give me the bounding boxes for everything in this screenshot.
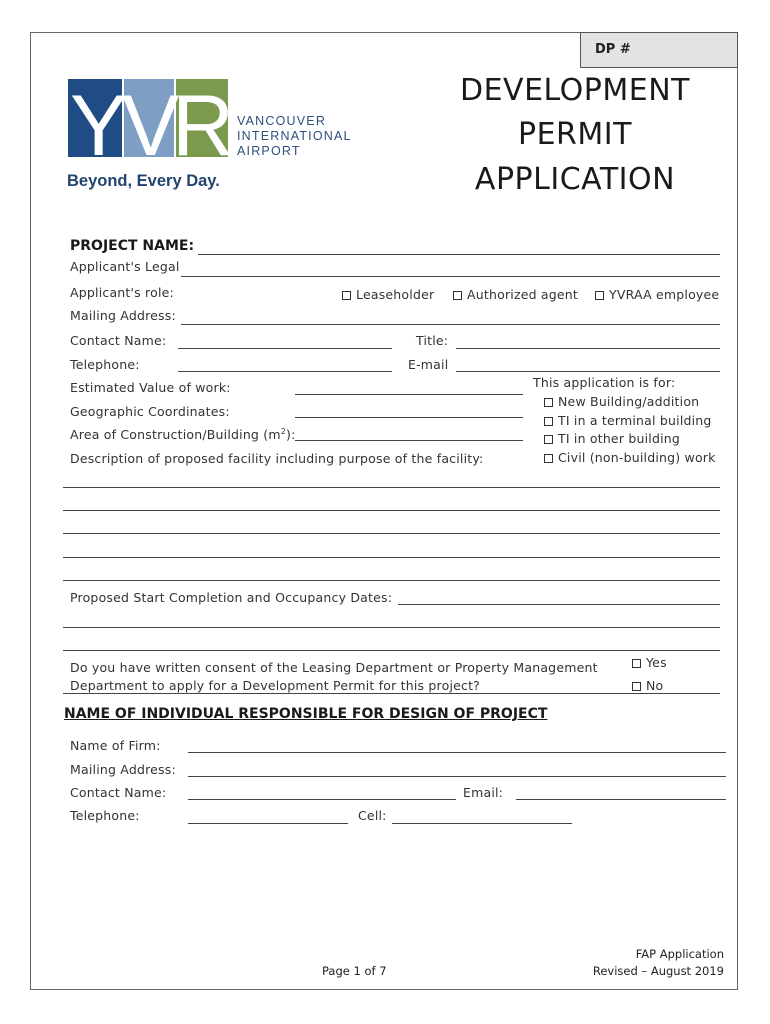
design-telephone-label: Telephone: xyxy=(70,808,140,823)
application-for-label: This application is for: xyxy=(533,375,676,390)
app-option-label: TI in a terminal building xyxy=(558,413,712,428)
description-label: Description of proposed facility including purpose of the facility: xyxy=(70,451,484,466)
geo-coords-field[interactable] xyxy=(295,417,523,418)
checkbox-icon xyxy=(342,291,351,300)
estimated-value-field[interactable] xyxy=(295,394,523,395)
logo-letter-v: V xyxy=(122,78,180,174)
app-option-new-building[interactable] xyxy=(544,394,699,409)
logo-text-vancouver: VANCOUVER xyxy=(237,114,327,128)
design-email-label: Email: xyxy=(463,785,504,800)
design-contact-label: Contact Name: xyxy=(70,785,167,800)
role-option-label: Leaseholder xyxy=(356,287,435,302)
title-line-2: PERMIT xyxy=(518,117,632,152)
app-option-ti-terminal[interactable] xyxy=(544,413,712,428)
consent-no-option[interactable] xyxy=(632,678,663,693)
dp-number-box[interactable] xyxy=(580,32,738,68)
app-option-label: TI in other building xyxy=(558,431,681,446)
firm-label: Name of Firm: xyxy=(70,738,161,753)
app-option-ti-other[interactable] xyxy=(544,431,680,446)
design-mailing-label: Mailing Address: xyxy=(70,762,176,777)
project-name-field[interactable] xyxy=(198,254,720,255)
consent-no-label: No xyxy=(646,678,664,693)
role-option-label: Authorized agent xyxy=(467,287,579,302)
title-field[interactable] xyxy=(456,348,720,349)
checkbox-icon xyxy=(544,454,553,463)
design-section-heading: NAME OF INDIVIDUAL RESPONSIBLE FOR DESIGN OF PROJECT xyxy=(64,706,548,722)
checkbox-icon xyxy=(632,682,641,691)
design-contact-field[interactable] xyxy=(188,799,456,800)
contact-name-label: Contact Name: xyxy=(70,333,167,348)
logo-letter-y: Y xyxy=(70,78,128,174)
contact-name-field[interactable] xyxy=(178,348,392,349)
mailing-address-field[interactable] xyxy=(181,324,720,325)
title-label: Title: xyxy=(416,333,449,348)
design-mailing-field[interactable] xyxy=(188,776,726,777)
page-number: Page 1 of 7 xyxy=(322,964,387,978)
applicant-legal-label: Applicant's Legal xyxy=(70,259,180,274)
dates-line-2[interactable] xyxy=(63,627,720,628)
description-line-3[interactable] xyxy=(63,533,720,534)
design-email-field[interactable] xyxy=(516,799,726,800)
checkbox-icon xyxy=(544,398,553,407)
logo-tagline: Beyond, Every Day. xyxy=(67,172,220,190)
telephone-field[interactable] xyxy=(178,371,392,372)
title-line-3: APPLICATION xyxy=(474,162,676,197)
design-cell-label: Cell: xyxy=(358,808,387,823)
consent-question-line-2: Department to apply for a Development Permit for this project? xyxy=(70,678,481,693)
checkbox-icon xyxy=(544,435,553,444)
checkbox-icon xyxy=(453,291,462,300)
consent-divider xyxy=(63,693,720,694)
consent-question-line-1: Do you have written consent of the Leasing Department or Property Management xyxy=(70,660,598,675)
dp-label: DP # xyxy=(595,42,631,57)
design-cell-field[interactable] xyxy=(392,823,572,824)
design-telephone-field[interactable] xyxy=(188,823,348,824)
consent-yes-option[interactable] xyxy=(632,655,667,670)
footer-doc-name: FAP Application xyxy=(635,947,724,961)
logo-text-international: INTERNATIONAL xyxy=(237,129,352,143)
checkbox-icon xyxy=(632,659,641,668)
description-line-1[interactable] xyxy=(63,487,720,488)
description-line-4[interactable] xyxy=(63,557,720,558)
role-option-authorized-agent[interactable] xyxy=(453,287,578,302)
area-label-text: Area of Construction/Building (m xyxy=(70,427,281,443)
area-label xyxy=(70,427,296,442)
role-option-yvraa-employee[interactable] xyxy=(595,287,719,302)
role-option-leaseholder[interactable] xyxy=(342,287,434,302)
area-field[interactable] xyxy=(295,440,523,441)
dates-label: Proposed Start Completion and Occupancy Dates: xyxy=(70,590,393,605)
footer-revised: Revised – August 2019 xyxy=(592,964,724,978)
app-option-label: New Building/addition xyxy=(558,394,700,409)
email-label: E-mail xyxy=(408,357,449,372)
area-label-sup: 2 xyxy=(280,427,286,436)
consent-yes-label: Yes xyxy=(646,655,667,670)
title-line-1: DEVELOPMENT xyxy=(460,73,690,108)
telephone-label: Telephone: xyxy=(70,357,140,372)
area-label-suffix: ): xyxy=(286,427,296,443)
email-field[interactable] xyxy=(456,371,720,372)
applicant-legal-field[interactable] xyxy=(181,276,720,277)
project-name-label: PROJECT NAME: xyxy=(70,238,195,254)
firm-field[interactable] xyxy=(188,752,726,753)
mailing-address-label: Mailing Address: xyxy=(70,308,176,323)
dates-line-3[interactable] xyxy=(63,650,720,651)
checkbox-icon xyxy=(544,417,553,426)
geo-coords-label: Geographic Coordinates: xyxy=(70,404,230,419)
applicant-role-label: Applicant's role: xyxy=(70,285,174,300)
dates-field[interactable] xyxy=(398,604,720,605)
app-option-label: Civil (non-building) work xyxy=(558,450,716,465)
role-option-label: YVRAA employee xyxy=(609,287,720,302)
checkbox-icon xyxy=(595,291,604,300)
logo-letter-r: R xyxy=(172,78,235,174)
estimated-value-label: Estimated Value of work: xyxy=(70,380,231,395)
description-line-5[interactable] xyxy=(63,580,720,581)
app-option-civil[interactable] xyxy=(544,450,716,465)
description-line-2[interactable] xyxy=(63,510,720,511)
logo-text-airport: AIRPORT xyxy=(237,144,301,158)
